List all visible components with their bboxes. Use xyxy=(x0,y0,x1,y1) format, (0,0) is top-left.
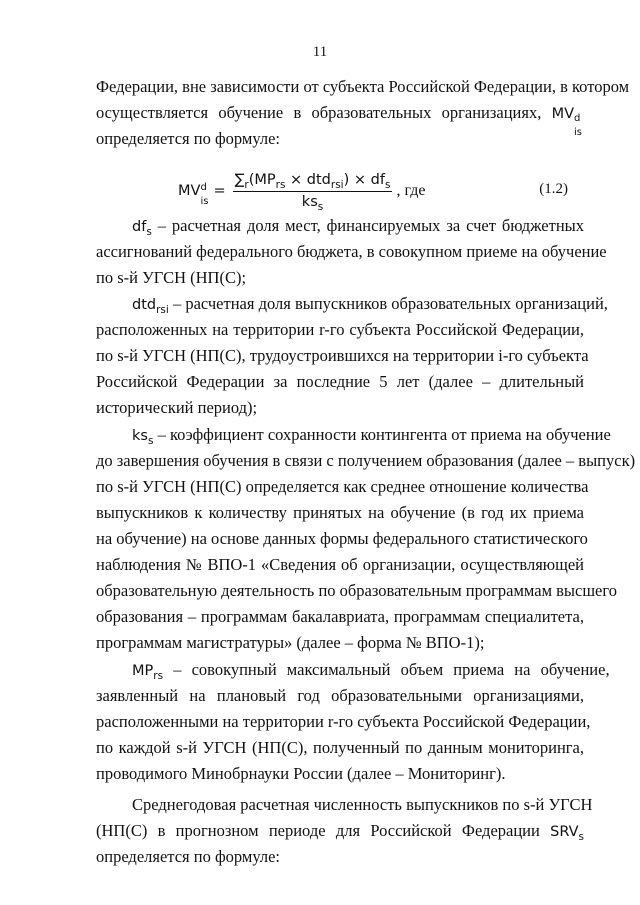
def-mprs-line-4: по каждой s-й УГСН (НП(С), полученный по данным мониторинга, xyxy=(96,738,584,757)
dtd-sub: rsi xyxy=(156,303,169,316)
intro-line-3: определяется по формуле: xyxy=(96,129,281,148)
closing-line-3: определяется по формуле: xyxy=(96,847,281,866)
equation-number: (1.2) xyxy=(539,181,568,197)
formula-denominator xyxy=(301,192,324,213)
closing-word: периоде xyxy=(268,821,326,840)
intro-word: обучение xyxy=(218,103,284,122)
intro-line-1: Федерации, вне зависимости от субъекта Российской Федерации, в котором xyxy=(96,77,630,96)
dtd-var: dtd xyxy=(132,297,157,313)
mv-sub: is xyxy=(574,127,583,138)
sum-symbol: ∑ xyxy=(234,172,245,188)
def-dfs-line-3: по s-й УГСН (НП(С); xyxy=(96,268,247,287)
def-dfs-line-1 xyxy=(132,216,584,237)
def-kss-line-9: программам магистратуры» (далее – форма № ВПО-1); xyxy=(96,633,485,652)
num-part: × dtd xyxy=(285,172,331,188)
def-mprs-line-2: заявленный на плановый год образовательными организациями, xyxy=(96,686,584,705)
intro-line-2 xyxy=(96,103,584,138)
kss-sub: s xyxy=(147,434,154,447)
num-sub: rsi xyxy=(330,178,344,191)
srv-symbol xyxy=(550,824,584,843)
formula-suffix: , где xyxy=(396,182,426,199)
def-kss-line-2: до завершения обучения в связи с получением образования (далее – выпуск) xyxy=(96,451,636,470)
formula-fraction xyxy=(233,172,393,213)
dfs-text: – расчетная доля мест, финансируемых за счет бюджетных xyxy=(157,216,585,235)
formula-equals: = xyxy=(213,183,226,199)
formula-numerator xyxy=(233,172,393,192)
dfs-symbol xyxy=(132,219,152,238)
den-var: ks xyxy=(301,194,318,210)
mv-symbol xyxy=(551,106,584,138)
closing-word: Федерации xyxy=(461,821,540,840)
formula-lhs: MV xyxy=(178,183,201,199)
def-kss-line-4: выпускников к количеству принятых на обучение (в год их приема xyxy=(96,503,584,522)
def-kss-line-1 xyxy=(132,425,611,447)
closing-word: для xyxy=(335,821,361,840)
srv-var: SRV xyxy=(550,824,579,840)
dtd-text: – расчетная доля выпускников образовательных организаций, xyxy=(168,294,608,313)
srv-sub: s xyxy=(578,830,584,843)
formula-lhs-sub: is xyxy=(200,196,209,207)
num-sub: s xyxy=(384,178,391,191)
def-kss-line-3: по s-й УГСН (НП(С) определяется как среднее отношение количества xyxy=(96,477,589,496)
intro-word: в xyxy=(293,103,302,122)
kss-symbol xyxy=(132,428,154,447)
sum-sub: r xyxy=(244,178,249,191)
def-dtd-line-2: расположенных на территории r-го субъекта Российской Федерации, xyxy=(96,320,584,339)
def-kss-line-7: образовательную деятельность по образовательным программам высшего xyxy=(96,581,617,600)
dfs-var: df xyxy=(132,219,147,235)
kss-var: ks xyxy=(132,428,148,444)
num-part: (MP xyxy=(248,172,276,188)
closing-word: в прогнозном xyxy=(157,821,259,840)
kss-text: – коэффициент сохранности контингента от приема на обучение xyxy=(157,425,611,444)
def-kss-line-6: наблюдения № ВПО-1 «Сведения об организации, осуществляющей xyxy=(96,555,584,574)
def-kss-line-5: на обучение) на основе данных формы федерального статистического xyxy=(96,529,588,548)
def-dtd-line-4: Российской Федерации за последние 5 лет (далее – длительный xyxy=(96,372,584,391)
intro-word: осуществляется xyxy=(96,103,209,122)
intro-word: образовательных xyxy=(311,103,432,122)
def-dtd-line-3: по s-й УГСН (НП(С), трудоустроившихся на территории i-го субъекта xyxy=(96,346,589,365)
def-dtd-line-1 xyxy=(132,294,608,316)
den-sub: s xyxy=(317,200,324,213)
def-kss-line-8: образования – программам бакалавриата, программам специалитета, xyxy=(96,607,584,626)
def-dfs-line-2: ассигнований федерального бюджета, в совокупном приеме на обучение xyxy=(96,242,607,261)
num-sub: rs xyxy=(275,178,286,191)
def-mprs-line-5: проводимого Минобрнауки России (далее – Мониторинг). xyxy=(96,764,506,783)
closing-line-1: Среднегодовая расчетная численность выпускников по s-й УГСН xyxy=(132,795,593,814)
def-mprs-line-3: расположенными на территории r-го субъекта Российской Федерации, xyxy=(96,712,591,731)
mprs-symbol xyxy=(132,663,164,682)
mprs-text: – совокупный максимальный объем приема на обучение, xyxy=(163,660,610,679)
formula-1-2 xyxy=(178,171,425,211)
formula-lhs-sup: d xyxy=(200,182,207,193)
page-number: 11 xyxy=(312,44,328,60)
def-dtd-line-5: исторический период); xyxy=(96,398,258,417)
mprs-var: MP xyxy=(132,663,154,679)
closing-line-2 xyxy=(96,821,584,842)
closing-word: (НП(С) xyxy=(96,821,148,840)
dtd-symbol xyxy=(132,297,169,316)
num-part: ) × df xyxy=(343,172,385,188)
intro-word: организациях, xyxy=(441,103,542,122)
mprs-sub: rs xyxy=(153,669,164,682)
mv-var: MV xyxy=(551,106,575,122)
mv-sup: d xyxy=(574,113,581,124)
closing-word: Российской xyxy=(370,821,452,840)
def-mprs-line-1 xyxy=(132,660,610,682)
dfs-sub: s xyxy=(146,225,152,238)
